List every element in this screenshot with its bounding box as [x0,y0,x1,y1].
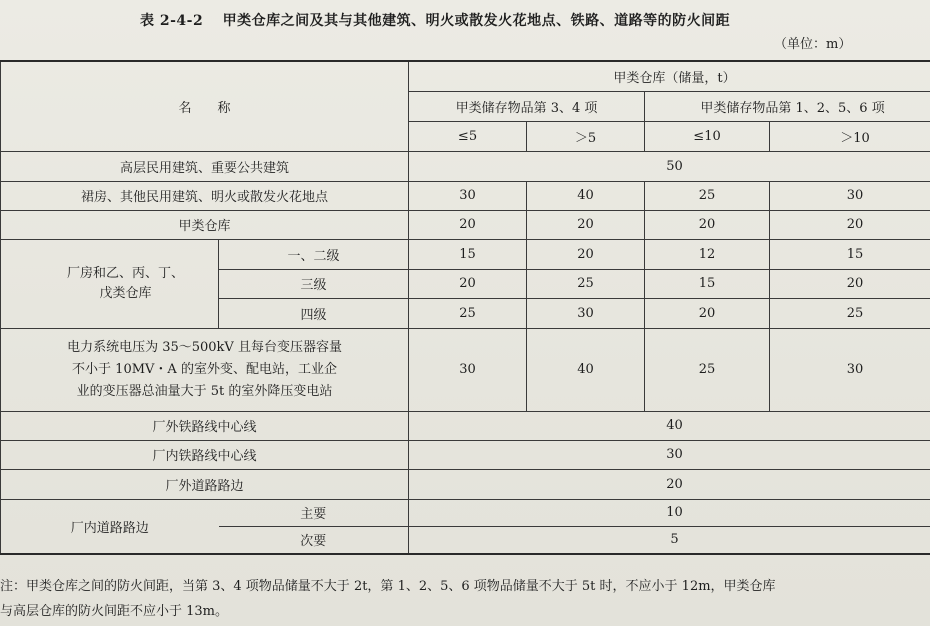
cell-value: 15 [645,269,770,298]
cell-value: 50 [409,151,930,181]
row-label-factory: 厂房和乙、丙、丁、戊类仓库 [1,239,219,328]
table-row [1,499,930,526]
cell-value: 20 [409,210,527,239]
grade-label: 一、二级 [219,239,409,269]
cell-value: 25 [409,298,527,328]
table-row [1,328,930,411]
cell-value: 20 [770,269,930,298]
row-label-power [1,328,409,411]
row-label: 厂外铁路线中心线 [1,411,409,440]
cell-value: 20 [645,210,770,239]
cell-value: 20 [770,210,930,239]
row-label: 裙房、其他民用建筑、明火或散发火花地点 [1,181,409,210]
row-label: 高层民用建筑、重要公共建筑 [1,151,409,181]
power-line: 电力系统电压为 35～500kV 且每台变压器容量 [67,339,342,355]
grade-label: 四级 [219,298,409,328]
header-name: 名 称 [1,61,409,151]
grade-label: 次要 [219,526,409,554]
row-label: 厂外道路路边 [1,469,409,499]
table-row [1,469,930,499]
cell-value: 40 [527,181,645,210]
cell-value: 30 [409,181,527,210]
header-group-b: 甲类储存物品第 1、2、5、6 项 [645,91,930,121]
unit-label: （单位：m） [774,37,852,52]
table-number: 表 2-4-2 [140,13,204,29]
table-row [1,440,930,469]
header-sub: ≤10 [645,121,770,151]
cell-value: 20 [527,239,645,269]
cell-value: 20 [645,298,770,328]
cell-value: 12 [645,239,770,269]
cell-value: 30 [770,181,930,210]
header-sub: ＞10 [770,121,930,151]
cell-value: 25 [770,298,930,328]
header-group-a: 甲类储存物品第 3、4 项 [409,91,645,121]
fire-distance-table [0,60,930,555]
grade-label: 三级 [219,269,409,298]
header-sub: ≤5 [409,121,527,151]
cell-value: 25 [645,328,770,411]
header-storage: 甲类仓库（储量，t） [409,61,930,91]
table-caption [140,10,730,30]
note-line: 与高层仓库的防火间距不应小于 13m。 [0,604,229,619]
power-line: 不小于 10MV・A 的室外变、配电站，工业企 [72,361,337,377]
table-row [1,239,930,269]
row-label: 厂内铁路线中心线 [1,440,409,469]
table-row [1,411,930,440]
header-row-1 [1,61,930,91]
cell-value: 20 [409,469,930,499]
header-sub: ＞5 [527,121,645,151]
row-label: 甲类仓库 [1,210,409,239]
cell-value: 40 [527,328,645,411]
table-row [1,151,930,181]
note-line: 注：甲类仓库之间的防火间距，当第 3、4 项物品储量不大于 2t，第 1、2、5、6 项物品储量不大于 5t 时，不应小于 12m，甲类仓库 [0,579,776,594]
cell-value: 40 [409,411,930,440]
table-row [1,210,930,239]
cell-value: 25 [527,269,645,298]
cell-value: 15 [409,239,527,269]
cell-value: 30 [409,440,930,469]
table-title: 甲类仓库之间及其与其他建筑、明火或散发火花地点、铁路、道路等的防火间距 [222,13,731,29]
cell-value: 25 [645,181,770,210]
cell-value: 10 [409,499,930,526]
cell-value: 20 [527,210,645,239]
table-row [1,181,930,210]
grade-label: 主要 [219,499,409,526]
cell-value: 15 [770,239,930,269]
cell-value: 30 [527,298,645,328]
row-label-road-in: 厂内道路路边 [1,499,219,554]
cell-value: 20 [409,269,527,298]
power-line: 业的变压器总油量大于 5t 的室外降压变电站 [76,383,333,399]
table-note [0,574,930,624]
cell-value: 30 [409,328,527,411]
cell-value: 5 [409,526,930,554]
cell-value: 30 [770,328,930,411]
